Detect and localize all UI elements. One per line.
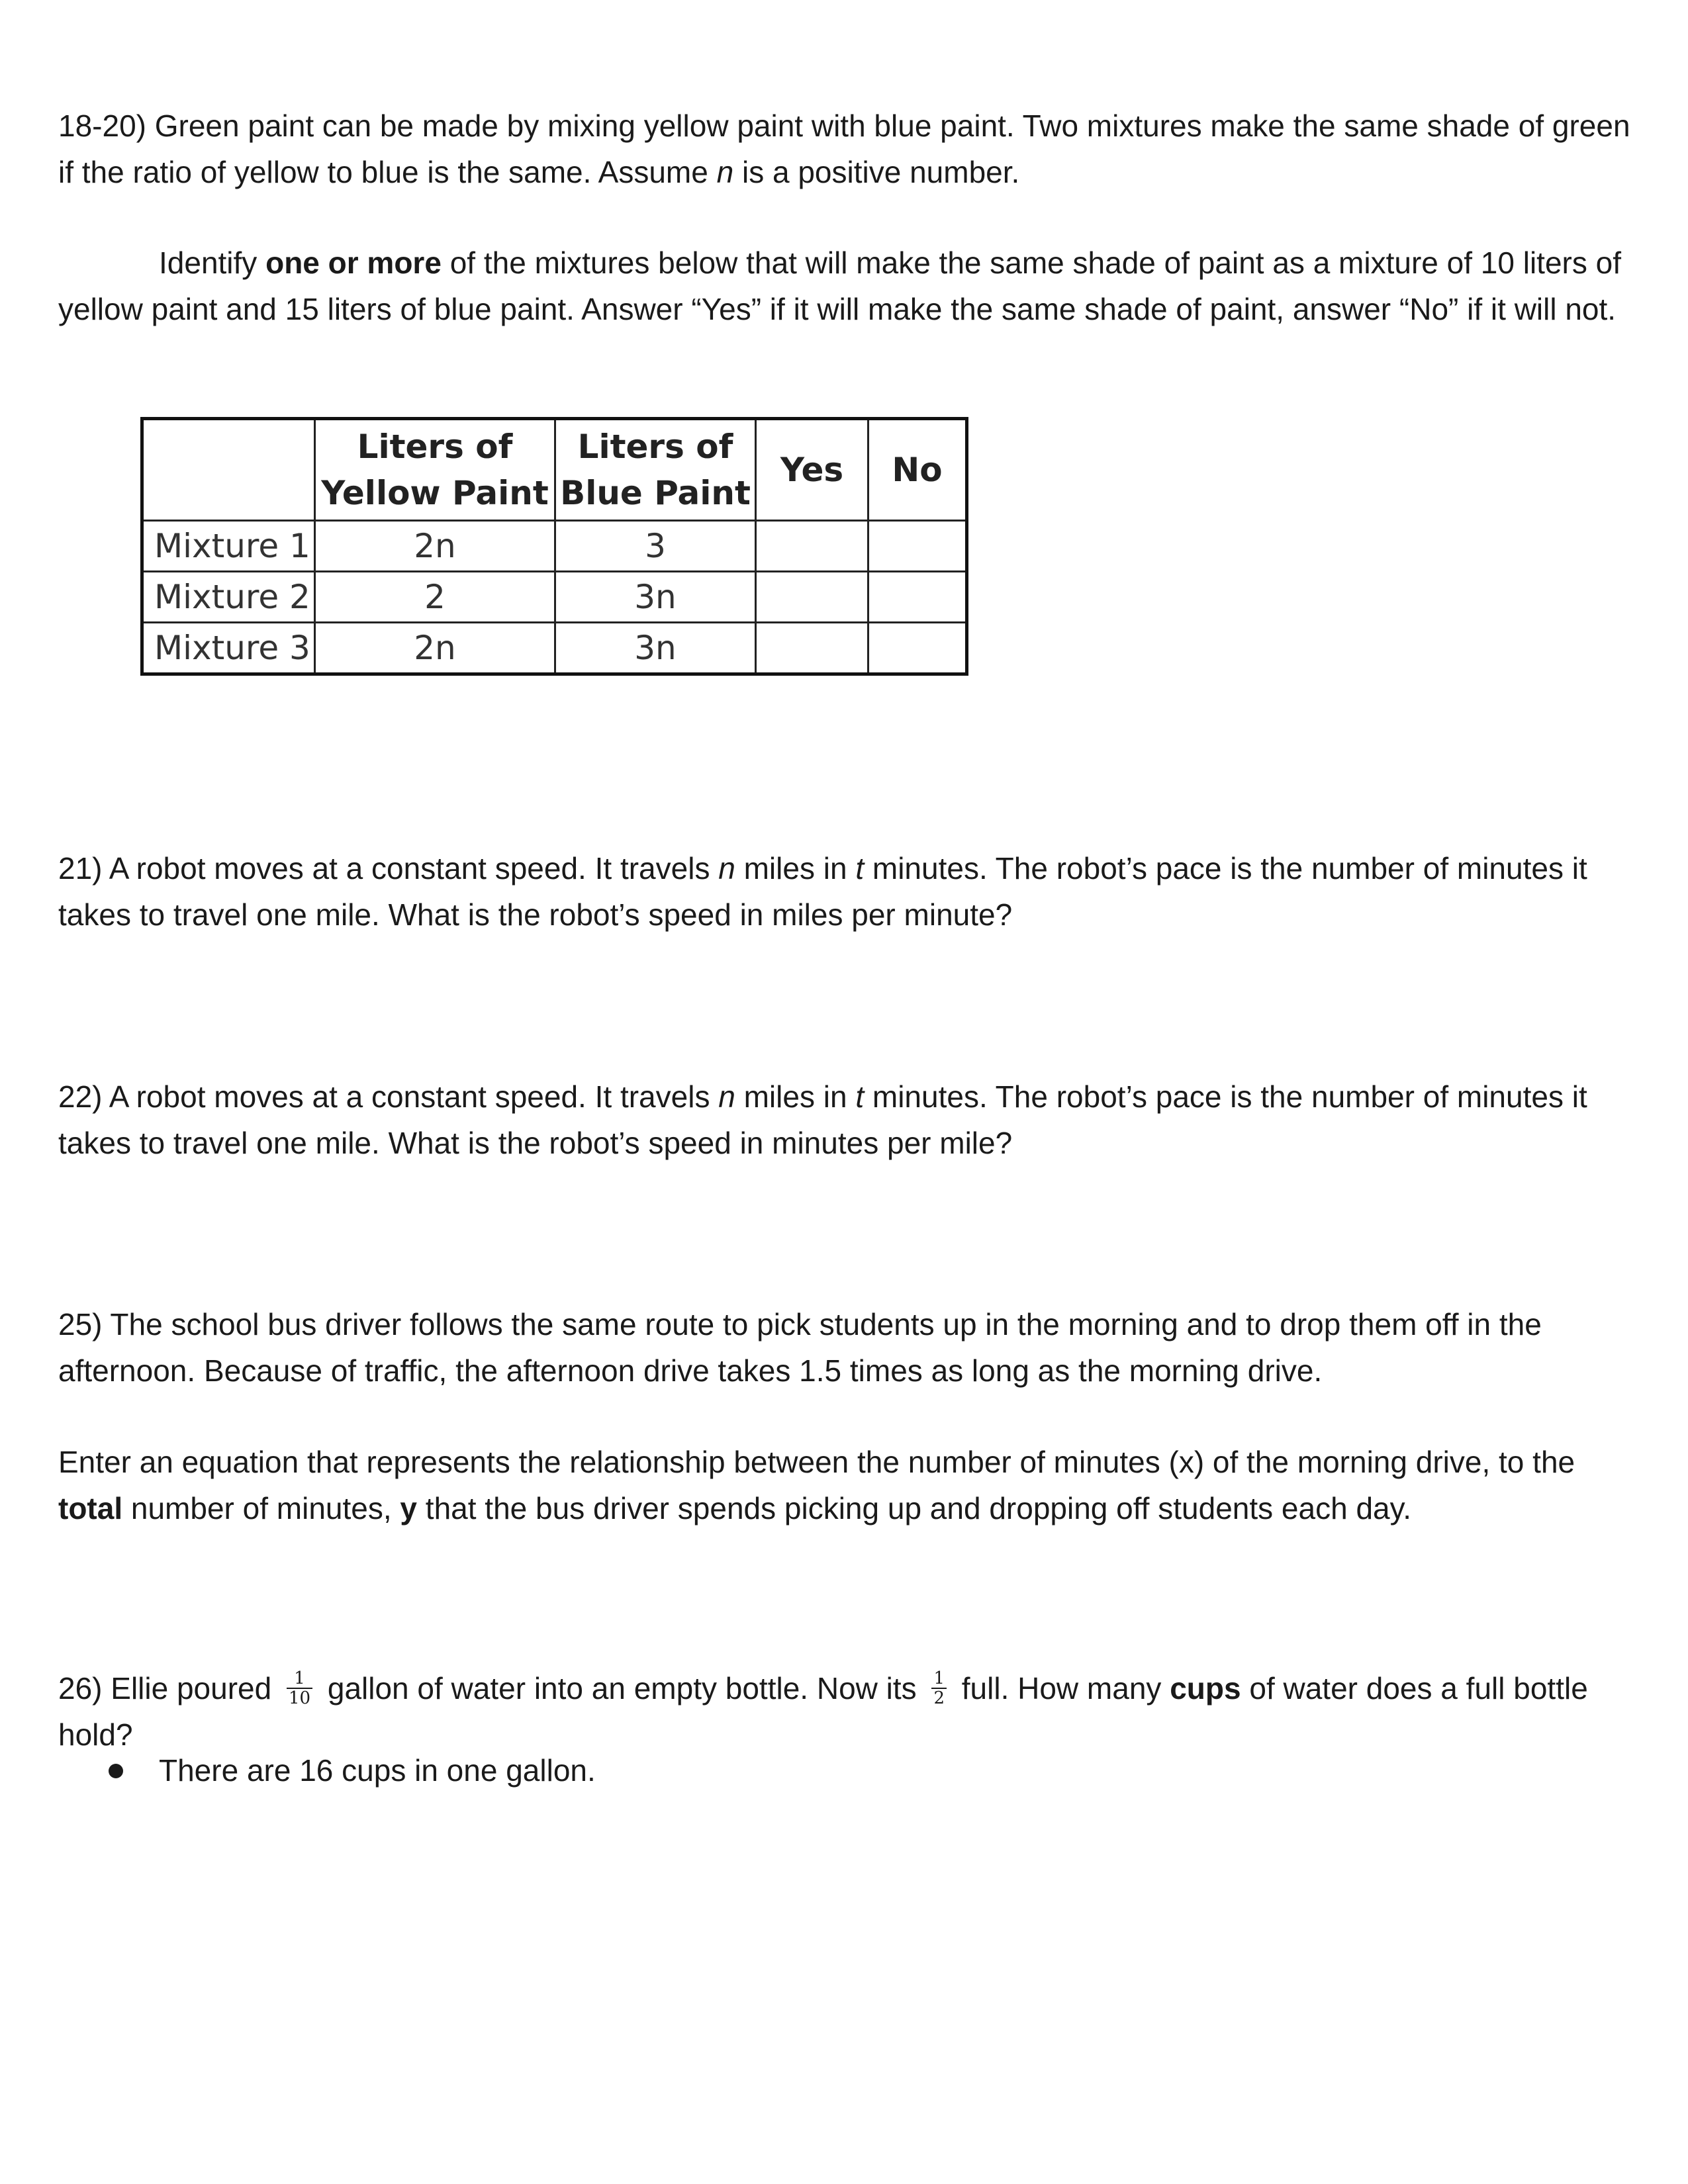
table-header-no: No bbox=[868, 419, 967, 521]
blue-cell: 3n bbox=[555, 572, 756, 623]
table-header-blue: Liters of Blue Paint bbox=[555, 419, 756, 521]
table-header-row bbox=[142, 419, 967, 521]
row-label: Mixture 1 bbox=[142, 521, 315, 572]
table-header-yellow: Liters of Yellow Paint bbox=[315, 419, 555, 521]
table-row bbox=[142, 521, 967, 572]
q26-text: 26) Ellie poured $\frac{1}{10}$ gallon of water into an empty bottle. Now its $\frac{1}{2}$ full. How many cups of water does a full bottle hold? bbox=[58, 1668, 1588, 1752]
fraction-one-tenth: $\frac{1}{10}$ bbox=[287, 1669, 312, 1707]
row-label: Mixture 2 bbox=[142, 572, 315, 623]
q25-instructions: Enter an equation that represents the relationship between the number of minutes (x) of the morning drive, to the total number of minutes, y that the bus driver spends picking up and dropping off students each day. bbox=[58, 1445, 1575, 1525]
table-row bbox=[142, 623, 967, 674]
blue-cell: 3n bbox=[555, 623, 756, 674]
mixture-table bbox=[140, 417, 968, 676]
q25-text: 25) The school bus driver follows the same route to pick students up in the morning and to drop them off in the afternoon. Because of traffic, the afternoon drive takes 1.5 times as long as the morning drive. bbox=[58, 1307, 1542, 1388]
yellow-cell: 2n bbox=[315, 623, 555, 674]
q18-instructions: Identify one or more of the mixtures below that will make the same shade of paint as a mixture of 10 liters of yellow paint and 15 liters of blue paint. Answer “Yes” if it will make the same shade of paint, answer “No” if it will not. bbox=[58, 246, 1621, 326]
bullet-text: There are 16 cups in one gallon. bbox=[159, 1753, 596, 1788]
variable-n: n bbox=[716, 155, 734, 189]
table-header-blank bbox=[142, 419, 315, 521]
yes-answer-cell[interactable] bbox=[756, 623, 868, 674]
table-row bbox=[142, 572, 967, 623]
q21-text: 21) A robot moves at a constant speed. It travels n miles in t minutes. The robot’s pace is the number of minutes it takes to travel one mile. What is the robot’s speed in miles per minute? bbox=[58, 851, 1587, 932]
no-answer-cell[interactable] bbox=[868, 572, 967, 623]
q22-text: 22) A robot moves at a constant speed. It travels n miles in t minutes. The robot’s pace is the number of minutes it takes to travel one mile. What is the robot’s speed in minutes per mile? bbox=[58, 1079, 1587, 1160]
fraction-one-half: $\frac{1}{2}$ bbox=[931, 1669, 947, 1707]
yes-answer-cell[interactable] bbox=[756, 521, 868, 572]
table-header-yes: Yes bbox=[756, 419, 868, 521]
q18-intro: 18-20) Green paint can be made by mixing yellow paint with blue paint. Two mixtures make the same shade of green if the ratio of yellow to blue is the same. Assume n is a positive number. bbox=[58, 109, 1630, 189]
yes-answer-cell[interactable] bbox=[756, 572, 868, 623]
yellow-cell: 2n bbox=[315, 521, 555, 572]
no-answer-cell[interactable] bbox=[868, 521, 967, 572]
blue-cell: 3 bbox=[555, 521, 756, 572]
row-label: Mixture 3 bbox=[142, 623, 315, 674]
bullet-icon bbox=[109, 1764, 123, 1778]
no-answer-cell[interactable] bbox=[868, 623, 967, 674]
yellow-cell: 2 bbox=[315, 572, 555, 623]
